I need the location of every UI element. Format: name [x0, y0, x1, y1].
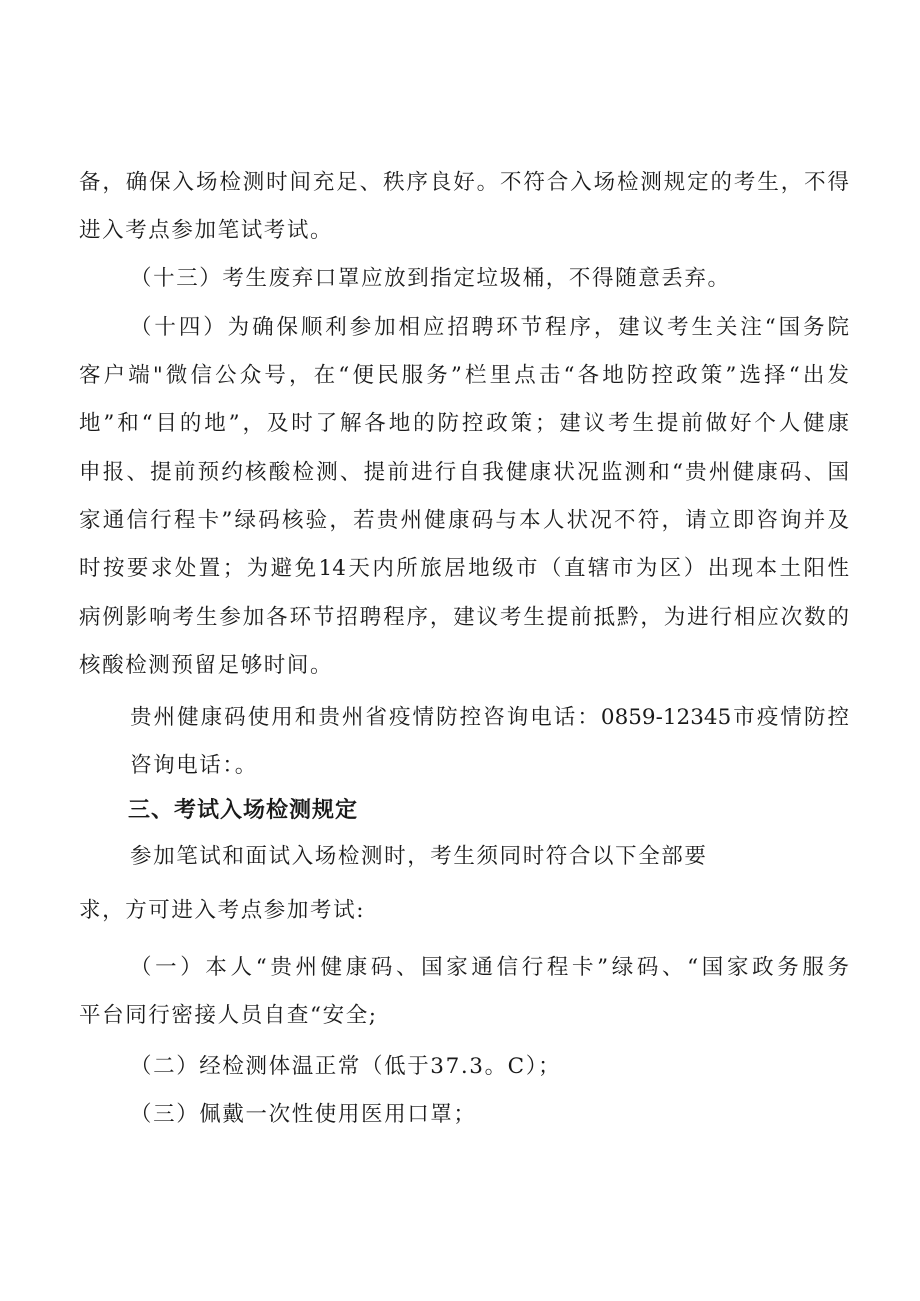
paragraph-line: 咨询电话：。	[130, 753, 258, 778]
paragraph-line: 地”和“目的地”，及时了解各地的防控政策；建议考生提前做好个人健康	[79, 411, 849, 436]
paragraph-line: 备，确保入场检测时间充足、秩序良好。不符合入场检测规定的考生，不得	[79, 170, 849, 195]
paragraph-line: 客户端"微信公众号，在“便民服务”栏里点击“各地防控政策”选择“出发	[79, 363, 849, 388]
paragraph-line: 病例影响考生参加各环节招聘程序，建议考生提前抵黔，为进行相应次数的	[79, 605, 849, 630]
paragraph-line: 参加笔试和面试入场检测时，考生须同时符合以下全部要	[130, 844, 708, 869]
paragraph-line: （十四）为确保顺利参加相应招聘环节程序，建议考生关注“国务院	[130, 315, 849, 340]
paragraph-line: 求，方可进入考点参加考试:	[79, 898, 366, 923]
paragraph-line: 申报、提前预约核酸检测、提前进行自我健康状况监测和“贵州健康码、国	[79, 460, 849, 485]
paragraph-line: 时按要求处置；为避免14天内所旅居地级市（直辖市为区）出现本土阳性	[79, 556, 849, 581]
paragraph-line: （二）经检测体温正常（低于37.3。C）；	[130, 1054, 562, 1079]
section-heading: 三、考试入场检测规定	[128, 798, 359, 823]
paragraph-line: 贵州健康码使用和贵州省疫情防控咨询电话：0859-12345市疫情防控	[130, 705, 849, 730]
paragraph-line: （一）本人“贵州健康码、国家通信行程卡”绿码、“国家政务服务	[130, 955, 849, 980]
paragraph-line: （三）佩戴一次性使用医用口罩；	[130, 1102, 477, 1127]
paragraph-line: 进入考点参加笔试考试。	[79, 218, 334, 243]
paragraph-line: 平台同行密接人员自查“安全;	[79, 1003, 378, 1028]
paragraph-line: 家通信行程卡”绿码核验，若贵州健康码与本人状况不符，请立即咨询并及	[79, 508, 849, 533]
paragraph-line: （十三）考生废弃口罩应放到指定垃圾桶，不得随意丢弃。	[130, 266, 731, 291]
paragraph-line: 核酸检测预留足够时间。	[79, 653, 334, 678]
